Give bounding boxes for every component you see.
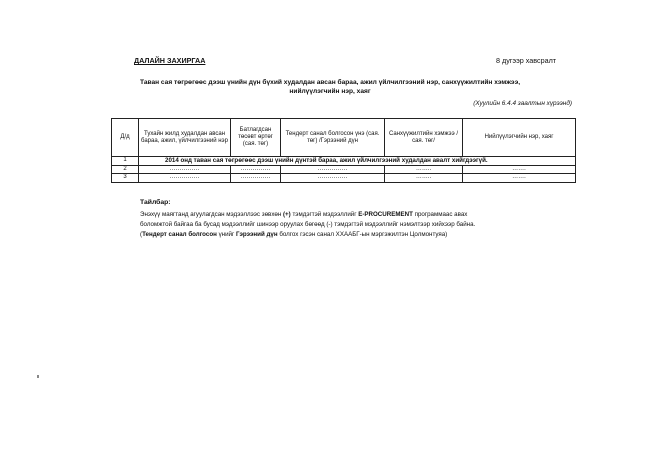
col-header-supplier: Нийлүүлэгчийн нэр, хаяг: [463, 119, 576, 157]
table-cell: ……………: [231, 165, 281, 174]
table-row: [112, 174, 576, 183]
table-cell: …….: [463, 165, 576, 174]
table-header-row: [112, 119, 576, 157]
scan-speck: [37, 375, 39, 378]
note-line-3: (Тендерт санал болгосон үнийг Гэрээний дүн болгох гэсэн санал ХХААБГ-ын мэргэжилтэн Цолмонтуяа): [140, 231, 448, 238]
note-body: [140, 210, 580, 240]
table-row: [112, 157, 576, 166]
annex-number: 8 дугээр хавсралт: [496, 56, 557, 65]
table-cell: ……………: [281, 174, 385, 183]
table-row: [112, 165, 576, 174]
merged-row-text: 2014 онд таван сая төгрөгөөс дээш үнийн дүнтэй бараа, ажил үйлчилгээний худалдан авалт хийгдээгүй.: [139, 157, 576, 166]
row-number: 1: [112, 157, 139, 166]
title-line-1: Таван сая төгрөгөөс дээш үнийн дүн бүхий худалдан авсан бараа, ажил үйлчилгээний нэр, санхүүжилтийн хэмжээ,: [139, 79, 521, 86]
law-reference: (Хуулийн 6.4.4 заалтын хүрээнд): [473, 100, 572, 107]
note-line-2: боломжтой байгаа ба бусад мэдээллийг шинээр оруулах бөгөөд (-) тэмдэгтэй мэдээллийг нэмэлтээр хийхээр байна.: [140, 221, 476, 228]
col-header-number: Д/д: [112, 119, 139, 157]
table-cell: ……………: [231, 174, 281, 183]
row-number: 3: [112, 174, 139, 183]
table-cell: ……………: [139, 174, 231, 183]
document-title: [110, 78, 550, 96]
title-line-2: нийлүүлэгчийн нэр, хаяг: [289, 88, 371, 95]
col-header-item-name: Тухайн жилд худалдан авсан бараа, ажил, үйлчилгээний нэр: [139, 119, 231, 157]
procurement-table: [111, 118, 576, 183]
table-cell: ……..: [385, 174, 463, 183]
table-cell: ……………: [281, 165, 385, 174]
table-cell: ……..: [385, 165, 463, 174]
col-header-tender-price: Тендерт санал болгосон үнэ (сая. төг) /Гэрээний дүн: [281, 119, 385, 157]
table-cell: …….: [463, 174, 576, 183]
row-number: 2: [112, 165, 139, 174]
col-header-approved-budget: Батлагдсан төсөвт өртөг (сая. төг): [231, 119, 281, 157]
note-line-1: Энэхүү маягтанд агуулагдсан мэдээллээс зөвхөн (+) тэмдэгтэй мэдээллийг E-PROCUREMENT программаас авах: [140, 211, 468, 218]
table-cell: ……………: [139, 165, 231, 174]
col-header-funding: Санхүүжилтийн хэмжээ /сая. төг/: [385, 119, 463, 157]
note-heading: Тайлбар:: [140, 199, 171, 206]
organization-name: ДАЛАЙН ЗАХИРГАА: [134, 56, 206, 65]
